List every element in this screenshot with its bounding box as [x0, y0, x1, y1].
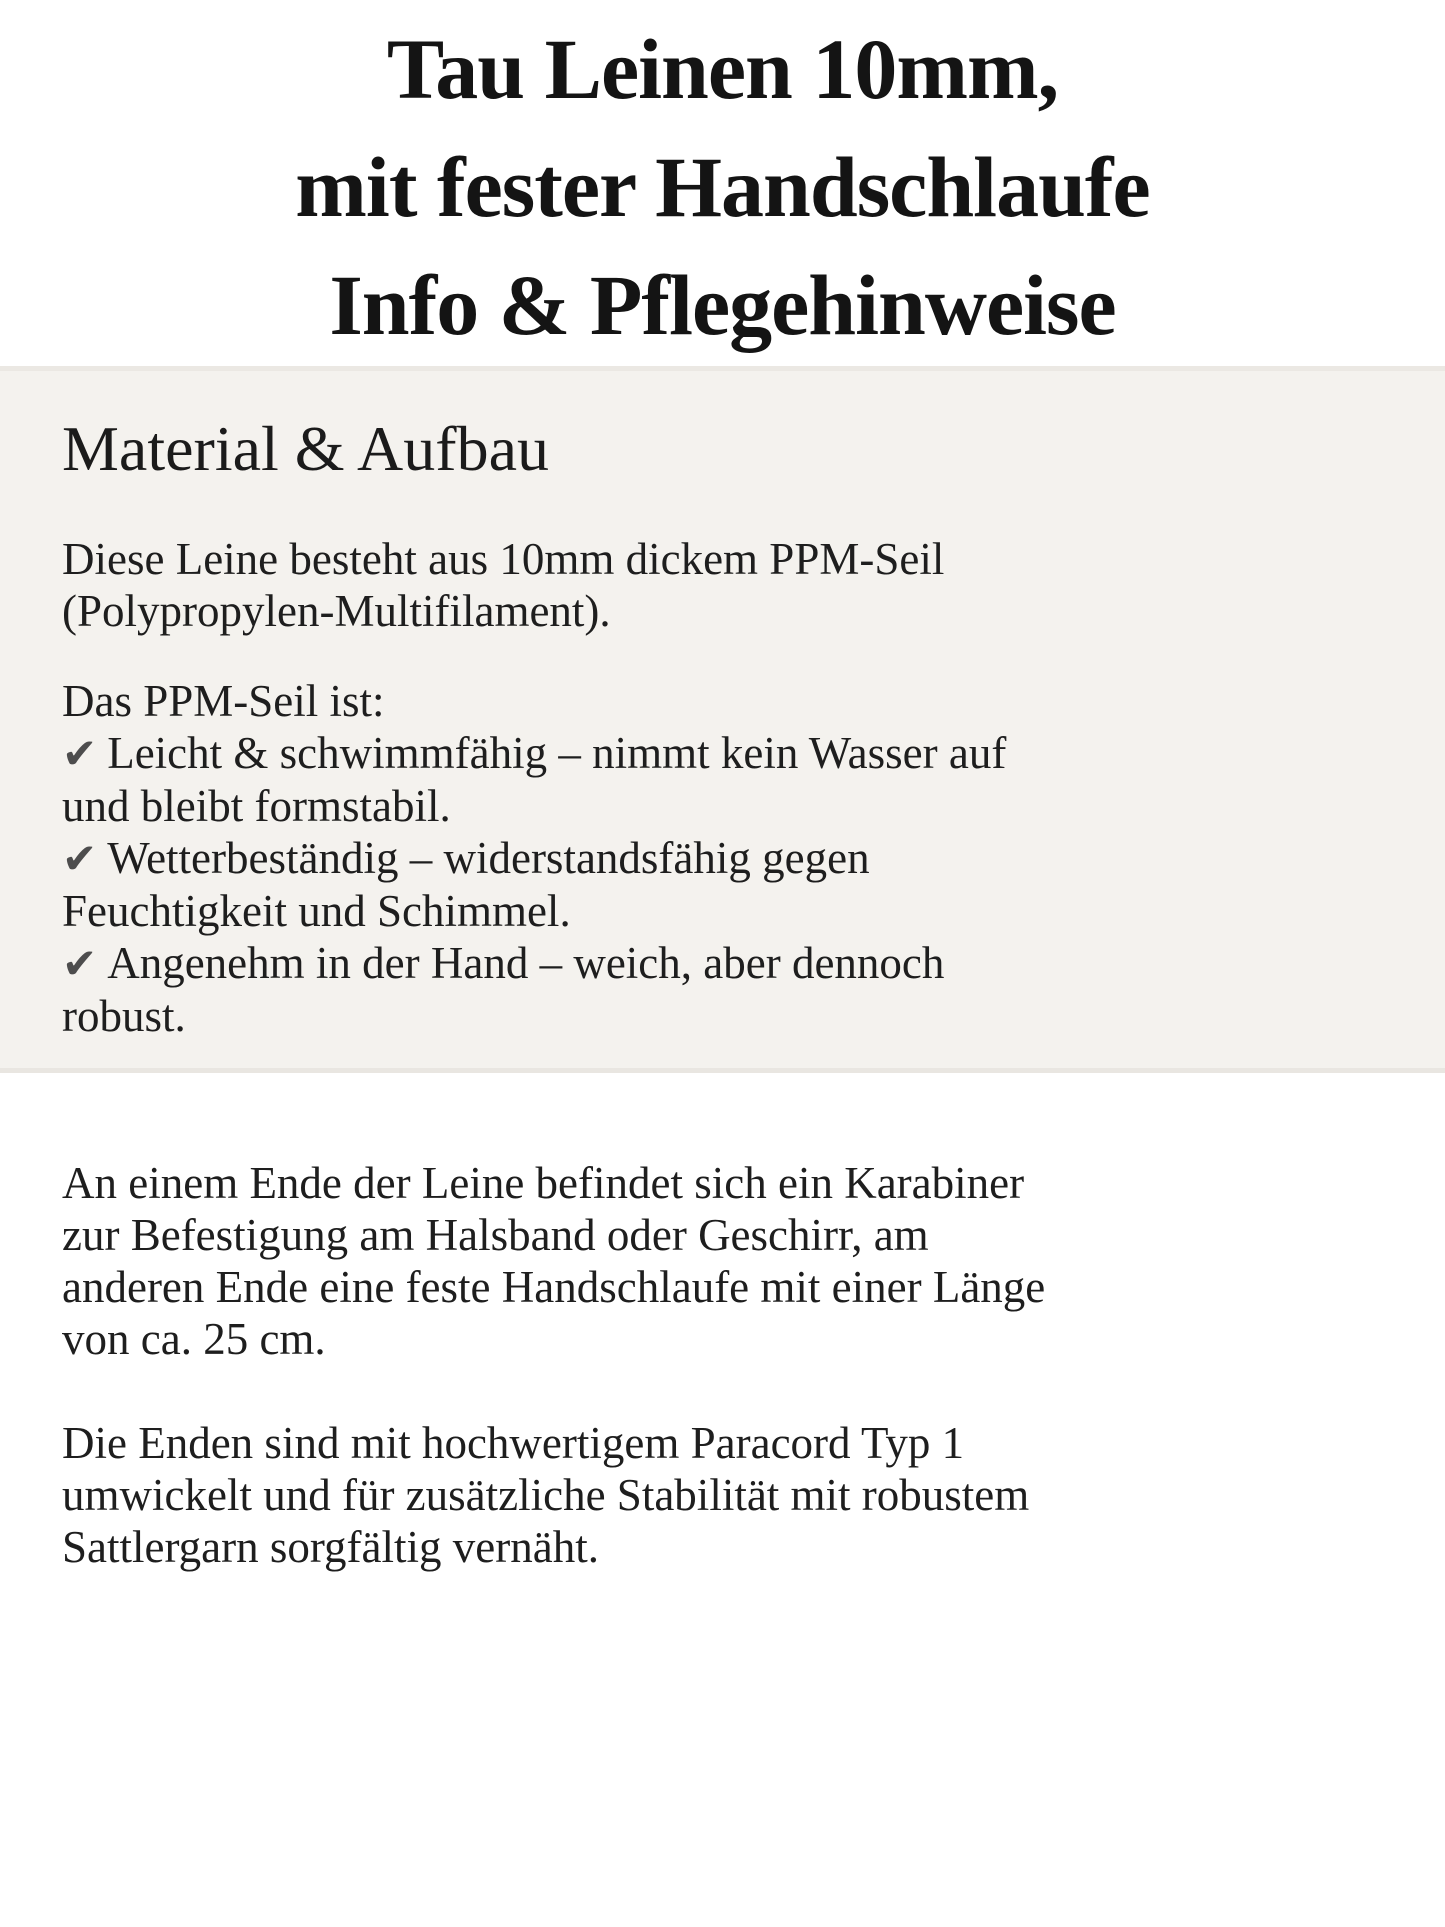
paracord-paragraph: [62, 1417, 1383, 1573]
details-section: [0, 1073, 1445, 1573]
feature-item-3-text: Angenehm in der Hand – weich, aber dennoch: [107, 938, 945, 988]
check-icon: ✔: [62, 834, 98, 883]
feature-item-1-text: Leicht & schwimmfähig – nimmt kein Wasser auf: [107, 728, 1007, 778]
paracord-line-3: Sattlergarn sorgfältig vernäht.: [62, 1522, 599, 1572]
page-title-line-1: Tau Leinen 10mm,: [386, 21, 1059, 117]
feature-item-2-text: Wetterbeständig – widerstandsfähig gegen: [107, 833, 870, 883]
page-title-line-2: mit fester Handschlaufe: [295, 139, 1150, 235]
page-title-line-3: Info & Pflegehinweise: [329, 257, 1116, 353]
paracord-line-1: Die Enden sind mit hochwertigem Paracord Typ 1: [62, 1418, 965, 1468]
page-title: [0, 0, 1445, 364]
material-section: [0, 366, 1445, 1073]
karabiner-line-3: anderen Ende eine feste Handschlaufe mit einer Länge: [62, 1262, 1046, 1312]
karabiner-paragraph: [62, 1157, 1383, 1365]
feature-item-1-continued: und bleibt formstabil.: [62, 781, 451, 831]
feature-item-2-continued: Feuchtigkeit und Schimmel.: [62, 886, 571, 936]
check-icon: ✔: [62, 939, 98, 988]
feature-list-title: Das PPM-Seil ist:: [62, 676, 385, 726]
karabiner-line-1: An einem Ende der Leine befindet sich ein Karabiner: [62, 1158, 1025, 1208]
feature-item-1: [62, 727, 1383, 780]
feature-item-3-continued: robust.: [62, 991, 186, 1041]
intro-paragraph: [62, 533, 1383, 637]
karabiner-line-4: von ca. 25 cm.: [62, 1314, 326, 1364]
feature-item-3: [62, 937, 1383, 990]
section-heading: Material & Aufbau: [62, 413, 549, 484]
paracord-line-2: umwickelt und für zusätzliche Stabilität mit robustem: [62, 1470, 1030, 1520]
intro-line-1: Diese Leine besteht aus 10mm dickem PPM-Seil: [62, 534, 945, 584]
intro-line-2: (Polypropylen-Multifilament).: [62, 586, 611, 636]
karabiner-line-2: zur Befestigung am Halsband oder Geschirr, am: [62, 1210, 929, 1260]
feature-item-2: [62, 832, 1383, 885]
ppm-feature-list: [62, 675, 1383, 1042]
check-icon: ✔: [62, 729, 98, 778]
